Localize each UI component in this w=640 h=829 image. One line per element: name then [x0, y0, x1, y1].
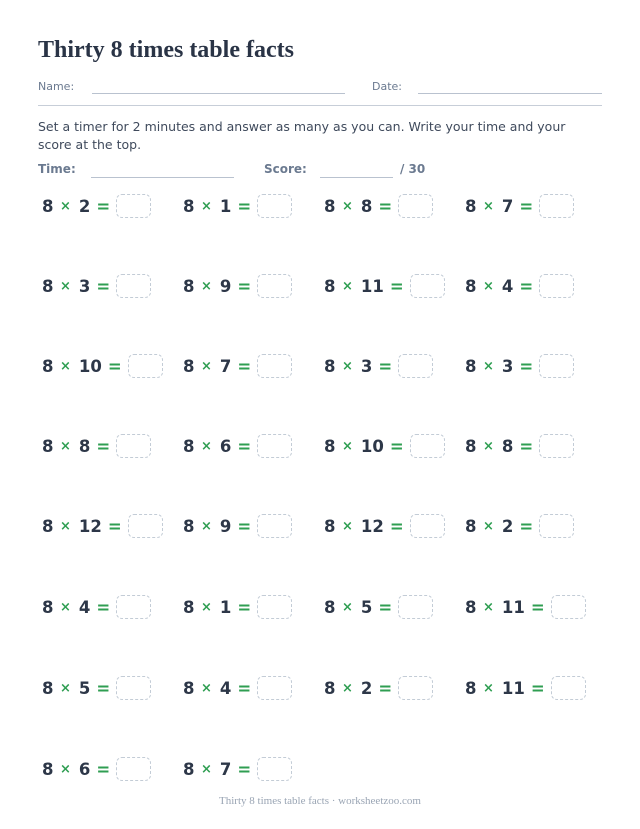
answer-box[interactable] — [128, 354, 163, 378]
answer-box[interactable] — [128, 514, 163, 538]
multiplicand: 8 — [183, 356, 195, 376]
problem-item — [42, 675, 151, 701]
problem-item — [42, 513, 163, 539]
equals-sign: = — [96, 678, 111, 698]
times-sign: × — [483, 518, 494, 534]
multiplier: 3 — [501, 356, 514, 376]
times-sign: × — [483, 599, 494, 615]
multiplier: 7 — [219, 759, 232, 779]
times-sign: × — [201, 438, 212, 454]
multiplier: 7 — [219, 356, 232, 376]
multiplier: 4 — [78, 597, 91, 617]
answer-box[interactable] — [539, 514, 574, 538]
multiplicand: 8 — [42, 276, 54, 296]
multiplicand: 8 — [42, 759, 54, 779]
answer-box[interactable] — [257, 274, 292, 298]
multiplier: 8 — [360, 196, 373, 216]
multiplicand: 8 — [465, 678, 477, 698]
multiplier: 11 — [501, 597, 525, 617]
problem-item — [183, 433, 292, 459]
multiplier: 5 — [78, 678, 91, 698]
instructions-text: Set a timer for 2 minutes and answer as many as you can. Write your time and your score at the top. — [38, 119, 566, 152]
times-sign: × — [60, 198, 71, 214]
answer-box[interactable] — [257, 514, 292, 538]
times-sign: × — [342, 438, 353, 454]
problem-item — [183, 273, 292, 299]
answer-box[interactable] — [551, 595, 586, 619]
name-field-line[interactable] — [92, 93, 345, 94]
times-sign: × — [201, 198, 212, 214]
answer-box[interactable] — [398, 194, 433, 218]
problem-item — [42, 273, 151, 299]
equals-sign: = — [519, 196, 534, 216]
times-sign: × — [201, 761, 212, 777]
times-sign: × — [342, 680, 353, 696]
footer-text: Thirty 8 times table facts · worksheetzoo.com — [219, 795, 421, 807]
multiplier: 11 — [360, 276, 384, 296]
multiplicand: 8 — [324, 196, 336, 216]
multiplier: 12 — [78, 516, 102, 536]
equals-sign: = — [237, 436, 252, 456]
multiplier: 9 — [219, 276, 232, 296]
problem-item — [183, 756, 292, 782]
answer-box[interactable] — [257, 757, 292, 781]
problem-item — [324, 433, 445, 459]
equals-sign: = — [96, 759, 111, 779]
multiplier: 6 — [78, 759, 91, 779]
times-sign: × — [342, 518, 353, 534]
multiplicand: 8 — [42, 597, 54, 617]
times-sign: × — [201, 599, 212, 615]
date-field-line[interactable] — [418, 93, 602, 94]
answer-box[interactable] — [539, 354, 574, 378]
answer-box[interactable] — [257, 194, 292, 218]
date-label: Date: — [372, 80, 402, 93]
equals-sign: = — [389, 516, 404, 536]
equals-sign: = — [96, 196, 111, 216]
multiplier: 12 — [360, 516, 384, 536]
answer-box[interactable] — [257, 434, 292, 458]
multiplicand: 8 — [465, 196, 477, 216]
problem-item — [465, 594, 586, 620]
equals-sign: = — [237, 678, 252, 698]
equals-sign: = — [519, 276, 534, 296]
equals-sign: = — [378, 356, 393, 376]
times-sign: × — [60, 278, 71, 294]
multiplicand: 8 — [42, 196, 54, 216]
answer-box[interactable] — [116, 434, 151, 458]
time-label: Time: — [38, 162, 76, 176]
answer-box[interactable] — [539, 194, 574, 218]
answer-box[interactable] — [539, 434, 574, 458]
equals-sign: = — [237, 356, 252, 376]
multiplier: 8 — [501, 436, 514, 456]
multiplier: 2 — [360, 678, 373, 698]
equals-sign: = — [237, 516, 252, 536]
equals-sign: = — [530, 597, 545, 617]
multiplicand: 8 — [324, 597, 336, 617]
score-field-line[interactable] — [320, 177, 393, 178]
equals-sign: = — [378, 196, 393, 216]
problem-item — [465, 193, 574, 219]
equals-sign: = — [519, 436, 534, 456]
times-sign: × — [60, 599, 71, 615]
multiplicand: 8 — [42, 356, 54, 376]
times-sign: × — [60, 358, 71, 374]
problem-item — [183, 353, 292, 379]
multiplier: 4 — [501, 276, 514, 296]
problem-item — [42, 353, 163, 379]
problem-item — [465, 433, 574, 459]
answer-box[interactable] — [116, 595, 151, 619]
multiplier: 9 — [219, 516, 232, 536]
times-sign: × — [60, 680, 71, 696]
multiplicand: 8 — [324, 678, 336, 698]
problem-item — [183, 675, 292, 701]
equals-sign: = — [519, 356, 534, 376]
times-sign: × — [342, 358, 353, 374]
times-sign: × — [201, 358, 212, 374]
times-sign: × — [342, 198, 353, 214]
multiplicand: 8 — [183, 597, 195, 617]
problem-item — [324, 353, 433, 379]
problem-item — [465, 353, 574, 379]
worksheet-title: Thirty 8 times table facts — [38, 37, 294, 63]
multiplier: 3 — [360, 356, 373, 376]
problem-item — [42, 193, 151, 219]
name-label: Name: — [38, 80, 75, 93]
answer-box[interactable] — [398, 354, 433, 378]
header-divider — [38, 105, 602, 106]
problem-item — [324, 273, 445, 299]
score-total: / 30 — [400, 162, 426, 176]
problem-item — [465, 675, 586, 701]
multiplicand: 8 — [465, 597, 477, 617]
answer-box[interactable] — [116, 194, 151, 218]
time-score-row — [38, 162, 602, 180]
equals-sign: = — [378, 597, 393, 617]
answer-box[interactable] — [257, 354, 292, 378]
problem-item — [324, 675, 433, 701]
equals-sign: = — [237, 276, 252, 296]
answer-box[interactable] — [398, 595, 433, 619]
multiplicand: 8 — [183, 759, 195, 779]
multiplier: 2 — [78, 196, 91, 216]
problem-item — [183, 513, 292, 539]
multiplicand: 8 — [324, 436, 336, 456]
answer-box[interactable] — [116, 676, 151, 700]
answer-box[interactable] — [116, 757, 151, 781]
problem-item — [324, 594, 433, 620]
score-label: Score: — [264, 162, 307, 176]
equals-sign: = — [378, 678, 393, 698]
problem-item — [42, 594, 151, 620]
times-sign: × — [201, 680, 212, 696]
times-sign: × — [483, 680, 494, 696]
problem-item — [465, 273, 574, 299]
times-sign: × — [60, 438, 71, 454]
multiplicand: 8 — [183, 436, 195, 456]
times-sign: × — [483, 198, 494, 214]
equals-sign: = — [107, 516, 122, 536]
multiplier: 8 — [78, 436, 91, 456]
equals-sign: = — [389, 436, 404, 456]
answer-box[interactable] — [551, 676, 586, 700]
multiplicand: 8 — [465, 356, 477, 376]
equals-sign: = — [96, 436, 111, 456]
multiplicand: 8 — [465, 276, 477, 296]
problem-item — [324, 513, 445, 539]
multiplicand: 8 — [42, 516, 54, 536]
name-date-row — [38, 80, 602, 96]
multiplier: 4 — [219, 678, 232, 698]
times-sign: × — [60, 761, 71, 777]
multiplier: 11 — [501, 678, 525, 698]
multiplicand: 8 — [324, 356, 336, 376]
times-sign: × — [483, 278, 494, 294]
multiplicand: 8 — [465, 436, 477, 456]
multiplicand: 8 — [183, 276, 195, 296]
multiplier: 2 — [501, 516, 514, 536]
multiplier: 1 — [219, 196, 232, 216]
multiplier: 7 — [501, 196, 514, 216]
multiplier: 10 — [360, 436, 384, 456]
problem-item — [465, 513, 574, 539]
multiplicand: 8 — [42, 436, 54, 456]
multiplicand: 8 — [183, 516, 195, 536]
times-sign: × — [483, 438, 494, 454]
equals-sign: = — [237, 597, 252, 617]
times-sign: × — [201, 278, 212, 294]
equals-sign: = — [237, 196, 252, 216]
equals-sign: = — [389, 276, 404, 296]
times-sign: × — [342, 278, 353, 294]
multiplicand: 8 — [183, 678, 195, 698]
multiplier: 1 — [219, 597, 232, 617]
problem-item — [42, 756, 151, 782]
equals-sign: = — [96, 276, 111, 296]
multiplicand: 8 — [42, 678, 54, 698]
multiplicand: 8 — [324, 276, 336, 296]
multiplicand: 8 — [183, 196, 195, 216]
problem-item — [42, 433, 151, 459]
answer-box[interactable] — [539, 274, 574, 298]
times-sign: × — [342, 599, 353, 615]
answer-box[interactable] — [410, 274, 445, 298]
problem-item — [183, 594, 292, 620]
times-sign: × — [483, 358, 494, 374]
problem-item — [324, 193, 433, 219]
answer-box[interactable] — [257, 676, 292, 700]
answer-box[interactable] — [257, 595, 292, 619]
multiplicand: 8 — [465, 516, 477, 536]
multiplier: 6 — [219, 436, 232, 456]
multiplier: 10 — [78, 356, 102, 376]
multiplier: 5 — [360, 597, 373, 617]
times-sign: × — [201, 518, 212, 534]
answer-box[interactable] — [116, 274, 151, 298]
equals-sign: = — [519, 516, 534, 536]
equals-sign: = — [530, 678, 545, 698]
answer-box[interactable] — [398, 676, 433, 700]
times-sign: × — [60, 518, 71, 534]
multiplier: 3 — [78, 276, 91, 296]
answer-box[interactable] — [410, 514, 445, 538]
time-field-line[interactable] — [91, 177, 234, 178]
answer-box[interactable] — [410, 434, 445, 458]
multiplicand: 8 — [324, 516, 336, 536]
equals-sign: = — [107, 356, 122, 376]
problem-item — [183, 193, 292, 219]
equals-sign: = — [96, 597, 111, 617]
equals-sign: = — [237, 759, 252, 779]
